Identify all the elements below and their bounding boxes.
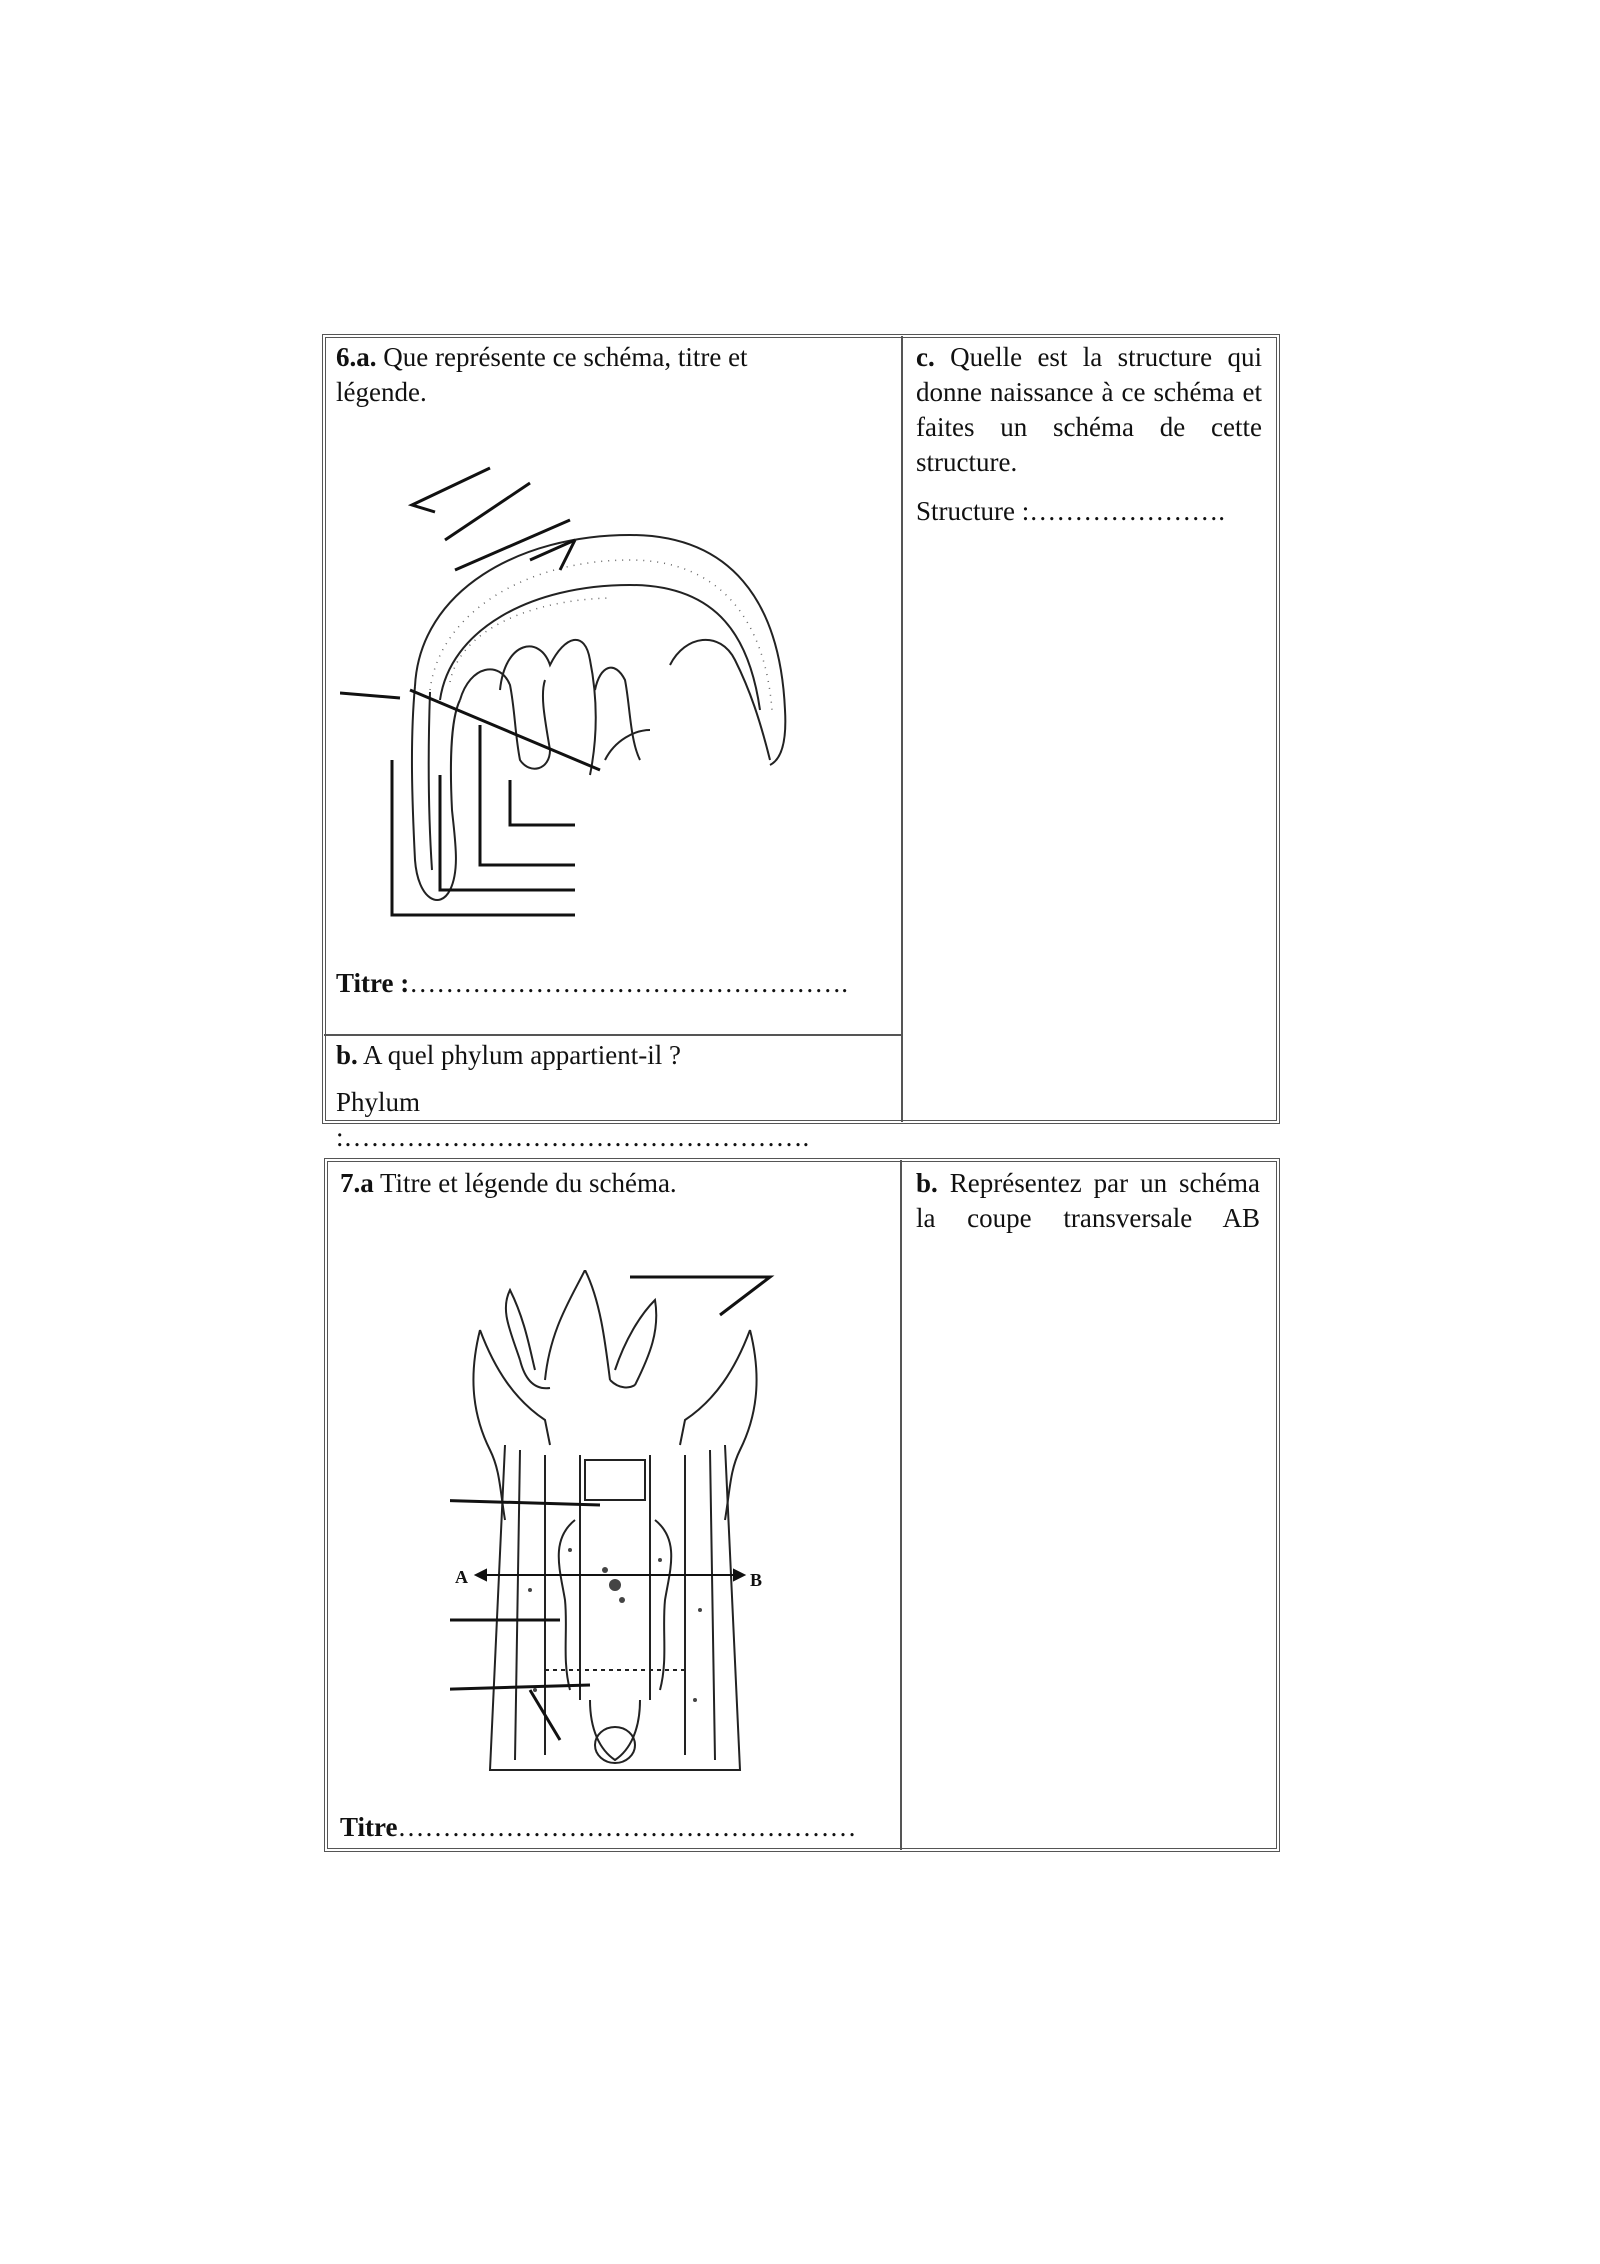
q6a-question: 6.a. Que représente ce schéma, titre et légende. <box>336 342 748 407</box>
q7-title-line: Titre…………………………………………… <box>340 1812 857 1842</box>
q6b-question: b. A quel phylum appartient-il ? <box>336 1040 681 1070</box>
q6-title-line: Titre :…………………………………………. <box>336 968 848 998</box>
q7-polyp-diagram <box>450 1270 790 1800</box>
q7b-question-line1: b. Représentez par un schéma la coupe transversale AB <box>916 1168 1260 1233</box>
q6c-answer-line: Structure :…………………. <box>916 496 1225 526</box>
q6-column-divider <box>901 336 903 1122</box>
q7-label-b: B <box>750 1570 763 1590</box>
q6b-answer-line: Phylum :……………………………………………. <box>336 1087 810 1152</box>
q7-column-divider <box>900 1160 902 1850</box>
q7a-question: 7.a Titre et légende du schéma. <box>340 1168 677 1198</box>
q6-row-divider <box>324 1034 902 1036</box>
q6-medusa-diagram <box>340 460 880 930</box>
q7-label-a: A <box>455 1567 468 1587</box>
q6c-question: c. Quelle est la structure qui donne naissance à ce schéma et faites un schéma de cette structure. <box>916 342 1262 477</box>
